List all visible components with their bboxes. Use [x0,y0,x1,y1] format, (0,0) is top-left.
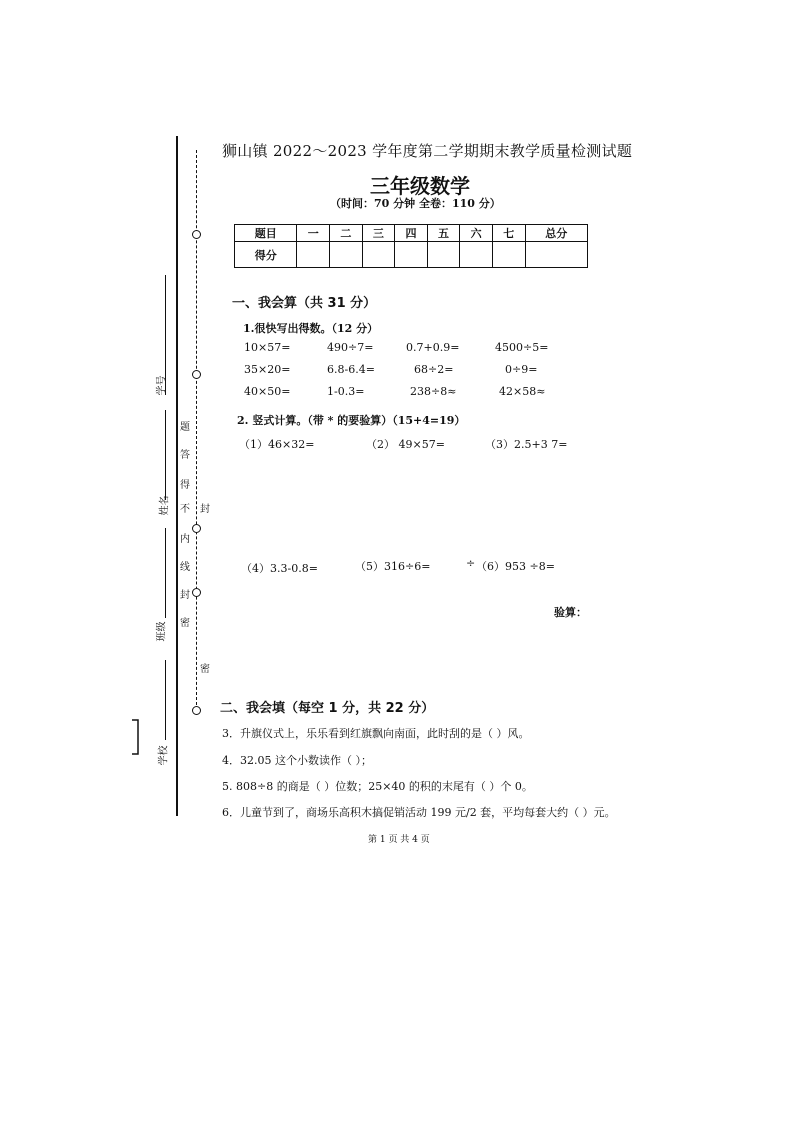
seal-char: 得 [180,480,190,491]
school-line [165,660,166,740]
score-cell: 五 [427,225,460,242]
score-cell: 七 [492,225,525,242]
page-footer: 第 1 页 共 4 页 [368,835,430,845]
oral-calc-item: 238÷8≈ [410,385,457,398]
fill-question: 6．儿童节到了，商场乐高积木搞促销活动 199 元/2 套，平均每套大约（ ）元。 [222,806,616,819]
oral-calc-item: 42×58≈ [499,385,546,398]
score-cell: 一 [297,225,330,242]
oral-calc-item: 1-0.3= [327,385,365,398]
name-line [165,410,166,500]
binding-hole [192,370,201,379]
vertical-calc-item: （2） 49×57= [366,438,445,451]
binding-hole [192,588,201,597]
score-blank [427,242,460,268]
exam-header-title: 狮山镇 2022～2023 学年度第二学期期末教学质量检测试题 [222,142,633,160]
oral-calc-item: 0.7+0.9= [406,341,460,354]
score-blank [525,242,588,268]
seal-char: 线 [180,562,190,573]
seal-char: 内 [180,534,190,545]
bracket-mark [128,718,142,758]
score-cell: 六 [460,225,493,242]
exam-info: （时间：70 分钟 全卷：110 分） [330,197,501,210]
vertical-calc-item: （4）3.3-0.8= [241,562,318,575]
score-blank [362,242,395,268]
check-label: 验算： [554,606,587,619]
oral-calc-item: 68÷2= [414,363,454,376]
fill-question: 3．升旗仪式上，乐乐看到红旗飘向南面，此时刮的是（ ）风。 [222,727,530,740]
school-label: 学校 [158,745,170,766]
seal-char: 封 [200,504,210,515]
binding-outer-line [176,136,178,816]
oral-calc-item: 35×20= [244,363,291,376]
vertical-calc-item: （5）316÷6= [355,560,431,573]
score-blank [297,242,330,268]
score-blank [395,242,428,268]
question-2-title: 2. 竖式计算。（带 * 的要验算）（15+4=19） [237,414,466,427]
class-label: 班级 [156,621,168,642]
score-blank [492,242,525,268]
binding-hole [192,524,201,533]
score-cell: 三 [362,225,395,242]
oral-calc-item: 490÷7= [327,341,374,354]
binding-hole [192,230,201,239]
vertical-calc-item: （3）2.5+3 7= [485,438,568,451]
seal-char: 密 [180,618,190,629]
oral-calc-item: 0÷9= [505,363,538,376]
score-cell: 二 [330,225,363,242]
vertical-calc-item: （6）953 ÷8= [476,560,555,573]
score-header-row [235,225,588,242]
vertical-calc-item: （1）46×32= [239,438,315,451]
score-cell: 四 [395,225,428,242]
oral-calc-item: 10×57= [244,341,291,354]
subject-title: 三年级数学 [370,174,470,198]
score-blank [330,242,363,268]
seal-char: 题 [180,422,190,433]
seal-char: 密 [200,664,210,675]
oral-calc-item: 40×50= [244,385,291,398]
score-value-row [235,242,588,268]
class-line [165,528,166,618]
score-blank [460,242,493,268]
seal-char: 答 [180,450,190,461]
binding-hole [192,706,201,715]
name-label: 姓名 [159,495,171,516]
seal-char: 封 [180,590,190,601]
score-cell: 得分 [235,242,297,268]
question-1-title: 1.很快写出得数。（12 分） [243,322,379,335]
score-table [234,224,588,268]
section-2-title: 二、我会填（每空 1 分，共 22 分） [220,701,435,716]
student-no-label: 学号 [156,375,168,396]
oral-calc-item: 6.8-6.4= [327,363,375,376]
score-cell: 题目 [235,225,297,242]
score-cell: 总分 [525,225,588,242]
seal-char: 不 [180,504,190,515]
section-1-title: 一、我会算（共 31 分） [232,296,377,311]
fill-question: 4．32.05 这个小数读作（ ）； [222,754,372,767]
star-mark: ÷ [466,557,476,570]
fill-question: 5. 808÷8 的商是（ ）位数；25×40 的积的末尾有（ ）个 0。 [222,780,533,793]
oral-calc-item: 4500÷5= [495,341,549,354]
